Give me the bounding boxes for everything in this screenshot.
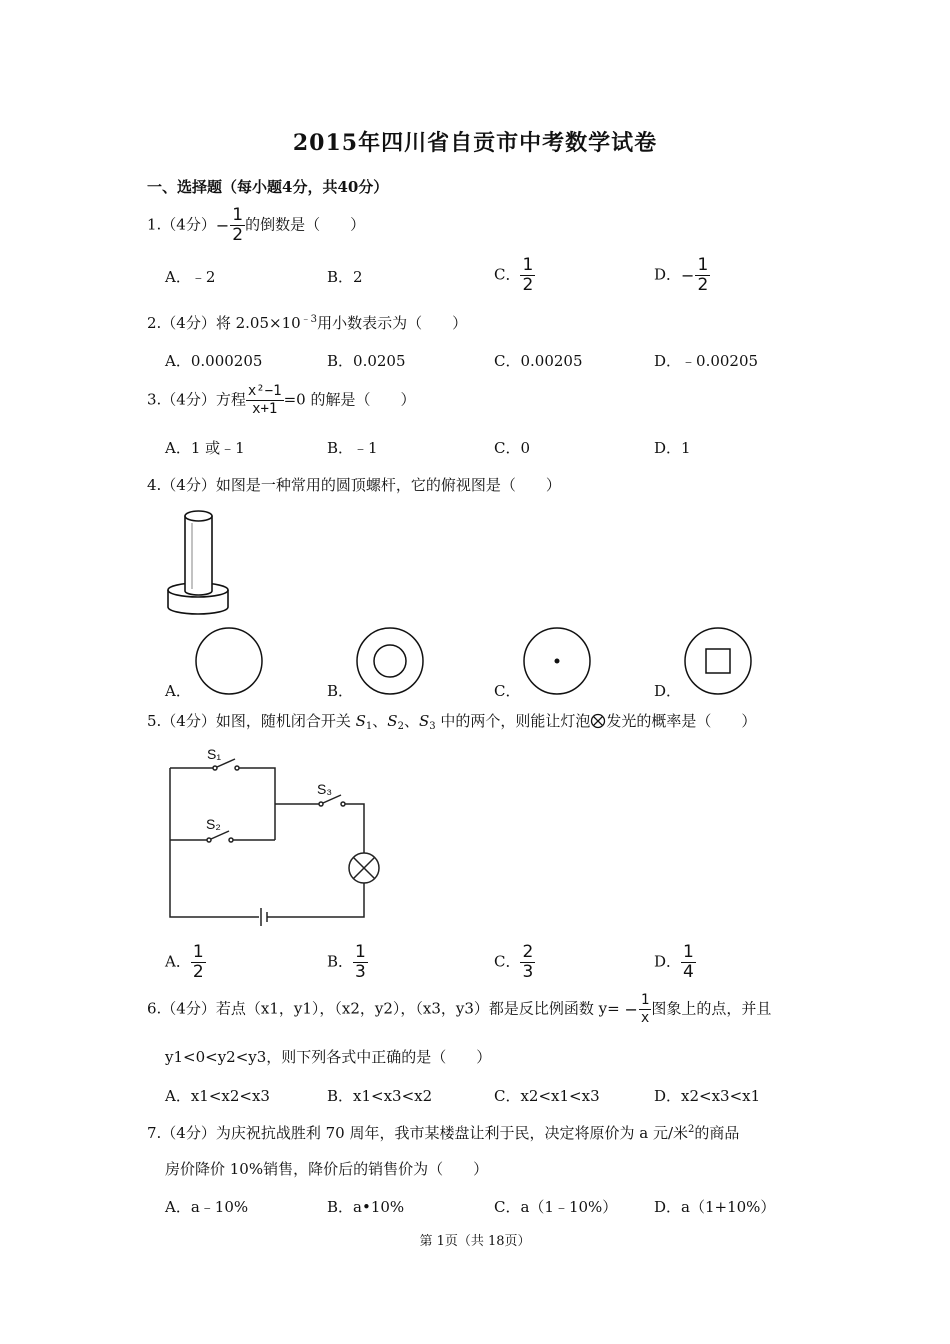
option-label: B． xyxy=(327,952,354,971)
top-view-circle-with-square[interactable] xyxy=(684,627,754,697)
question-2 xyxy=(147,312,467,333)
question-6 xyxy=(147,992,771,1027)
fraction xyxy=(191,943,206,982)
question-stem: 2.（4分）将 2.05×10 xyxy=(147,314,301,332)
question-stem: 7.（4分）为庆祝抗战胜利 70 周年，我市某楼盘让利于民，决定将原价为 a 元/米 xyxy=(147,1124,689,1142)
question-stem-end: 图象上的点，并且 xyxy=(651,999,772,1018)
fraction-denominator: x+1 xyxy=(252,401,278,417)
top-view-concentric-circles[interactable] xyxy=(356,627,426,697)
question-1 xyxy=(147,206,365,245)
option-a[interactable] xyxy=(165,943,206,982)
fraction xyxy=(246,383,284,418)
page-title: 2015年四川省自贡市中考数学试卷 xyxy=(292,130,658,156)
question-stem: 3.（4分）方程 xyxy=(147,390,246,409)
option-a[interactable]: A． xyxy=(165,682,191,700)
minus-sign: − xyxy=(681,266,695,285)
fraction-denominator: 2 xyxy=(697,275,709,295)
option-c[interactable]: C．0.00205 xyxy=(494,352,583,370)
section-heading: 一、选择题（每小题4分，共40分） xyxy=(147,178,389,196)
option-a[interactable]: A．﹣2 xyxy=(165,268,216,286)
subscript: 2 xyxy=(397,721,404,732)
question-stem: 6.（4分）若点（x1，y1），（x2，y2），（x3，y3）都是反比例函数 y= xyxy=(147,999,625,1018)
fraction-denominator: x xyxy=(640,1010,650,1026)
option-b[interactable]: B．2 xyxy=(327,268,363,286)
subscript: 3 xyxy=(429,721,436,732)
fraction xyxy=(520,256,535,295)
fraction-numerator: x²−1 xyxy=(247,383,282,399)
option-d[interactable]: D．a（1+10%） xyxy=(654,1198,776,1216)
option-a[interactable]: A．a﹣10% xyxy=(165,1198,249,1216)
fraction xyxy=(695,256,710,295)
option-c[interactable]: C．x2<x1<x3 xyxy=(494,1087,600,1105)
fraction xyxy=(353,943,368,982)
question-7 xyxy=(147,1122,739,1143)
minus-sign: − xyxy=(624,1000,638,1019)
option-d[interactable]: D．1 xyxy=(654,439,691,457)
fraction-denominator: 4 xyxy=(683,962,694,982)
fraction-numerator: 1 xyxy=(192,942,204,962)
top-view-circle-with-dot[interactable] xyxy=(523,627,593,697)
option-b[interactable]: B．0.0205 xyxy=(327,352,406,370)
question-stem-end: 发光的概率是（ ） xyxy=(606,712,757,730)
fraction-numerator: 1 xyxy=(522,255,534,275)
exponent: ﹣3 xyxy=(300,314,318,325)
option-a[interactable]: A．1 或﹣1 xyxy=(165,439,245,457)
option-label: D． xyxy=(654,265,682,284)
switch-symbol: S xyxy=(418,712,430,730)
fraction-numerator: 1 xyxy=(683,942,694,962)
question-number: 1.（4分） xyxy=(147,215,216,234)
option-a[interactable]: A．0.000205 xyxy=(165,352,263,370)
question-3 xyxy=(147,383,415,418)
option-label: A． xyxy=(165,952,191,971)
separator: 、 xyxy=(372,712,388,730)
switch-symbol: S xyxy=(387,712,398,730)
option-d[interactable]: D． xyxy=(654,682,682,700)
separator: 、 xyxy=(403,712,419,730)
switch-symbol: S xyxy=(355,712,366,730)
question-5 xyxy=(147,710,756,731)
question-stem-mid: 中的两个，则能让灯泡 xyxy=(435,712,591,730)
circuit-diagram xyxy=(165,740,385,930)
question-7-line-2: 房价降价 10%销售，降价后的销售价为（ ） xyxy=(165,1160,489,1178)
fraction-numerator: 2 xyxy=(522,942,534,962)
option-label: C． xyxy=(494,265,521,284)
fraction-denominator: 3 xyxy=(522,962,534,982)
page-footer: 第 1页（共 18页） xyxy=(419,1234,531,1249)
fraction-denominator: 2 xyxy=(192,962,204,982)
fraction-denominator: 2 xyxy=(522,275,534,295)
option-a[interactable]: A．x1<x2<x3 xyxy=(165,1087,270,1105)
question-stem-end: =0 的解是（ ） xyxy=(283,390,416,409)
switch-label-s2: S₂ xyxy=(206,816,221,832)
option-c[interactable] xyxy=(494,256,535,295)
minus-sign: − xyxy=(215,216,230,235)
fraction-denominator: 2 xyxy=(232,225,244,245)
question-4: 4.（4分）如图是一种常用的圆顶螺杆，它的俯视图是（ ） xyxy=(147,476,561,494)
option-d[interactable] xyxy=(654,256,710,295)
fraction-numerator: 1 xyxy=(232,205,244,225)
fraction xyxy=(520,943,535,982)
switch-label-s1: S₁ xyxy=(207,746,222,762)
option-d[interactable]: D．﹣0.00205 xyxy=(654,352,759,370)
question-stem: 5.（4分）如图，随机闭合开关 xyxy=(147,712,356,730)
option-c[interactable]: C．a（1﹣10%） xyxy=(494,1198,618,1216)
option-c[interactable]: C．0 xyxy=(494,439,531,457)
option-d[interactable]: D．x2<x3<x1 xyxy=(654,1087,761,1105)
fraction-numerator: 1 xyxy=(697,255,709,275)
option-b[interactable] xyxy=(327,943,368,982)
question-stem-end: 的商品 xyxy=(694,1124,740,1142)
fraction-denominator: 3 xyxy=(355,962,366,982)
dome-screw-figure xyxy=(160,505,240,620)
fraction xyxy=(230,206,245,245)
fraction-numerator: 1 xyxy=(640,992,650,1008)
question-6-line-2: y1<0<y2<y3，则下列各式中正确的是（ ） xyxy=(165,1048,492,1066)
switch-label-s3: S₃ xyxy=(317,781,333,797)
subscript: 1 xyxy=(365,721,373,732)
question-stem-end: 用小数表示为（ ） xyxy=(317,314,468,332)
option-b[interactable]: B．﹣1 xyxy=(327,439,378,457)
option-label: C． xyxy=(494,952,521,971)
question-stem: 的倒数是（ ） xyxy=(245,215,366,234)
option-b[interactable]: B． xyxy=(327,682,354,700)
exponent: 2 xyxy=(688,1124,695,1135)
option-label: D． xyxy=(654,952,682,971)
lamp-icon xyxy=(590,713,606,729)
option-d[interactable] xyxy=(654,943,696,982)
top-view-circle[interactable] xyxy=(195,627,265,697)
fraction-numerator: 1 xyxy=(355,942,366,962)
option-b[interactable]: B．a•10% xyxy=(327,1198,405,1216)
fraction xyxy=(681,943,696,982)
option-c[interactable]: C． xyxy=(494,682,521,700)
fraction xyxy=(639,992,651,1027)
option-c[interactable] xyxy=(494,943,535,982)
option-b[interactable]: B．x1<x3<x2 xyxy=(327,1087,433,1105)
